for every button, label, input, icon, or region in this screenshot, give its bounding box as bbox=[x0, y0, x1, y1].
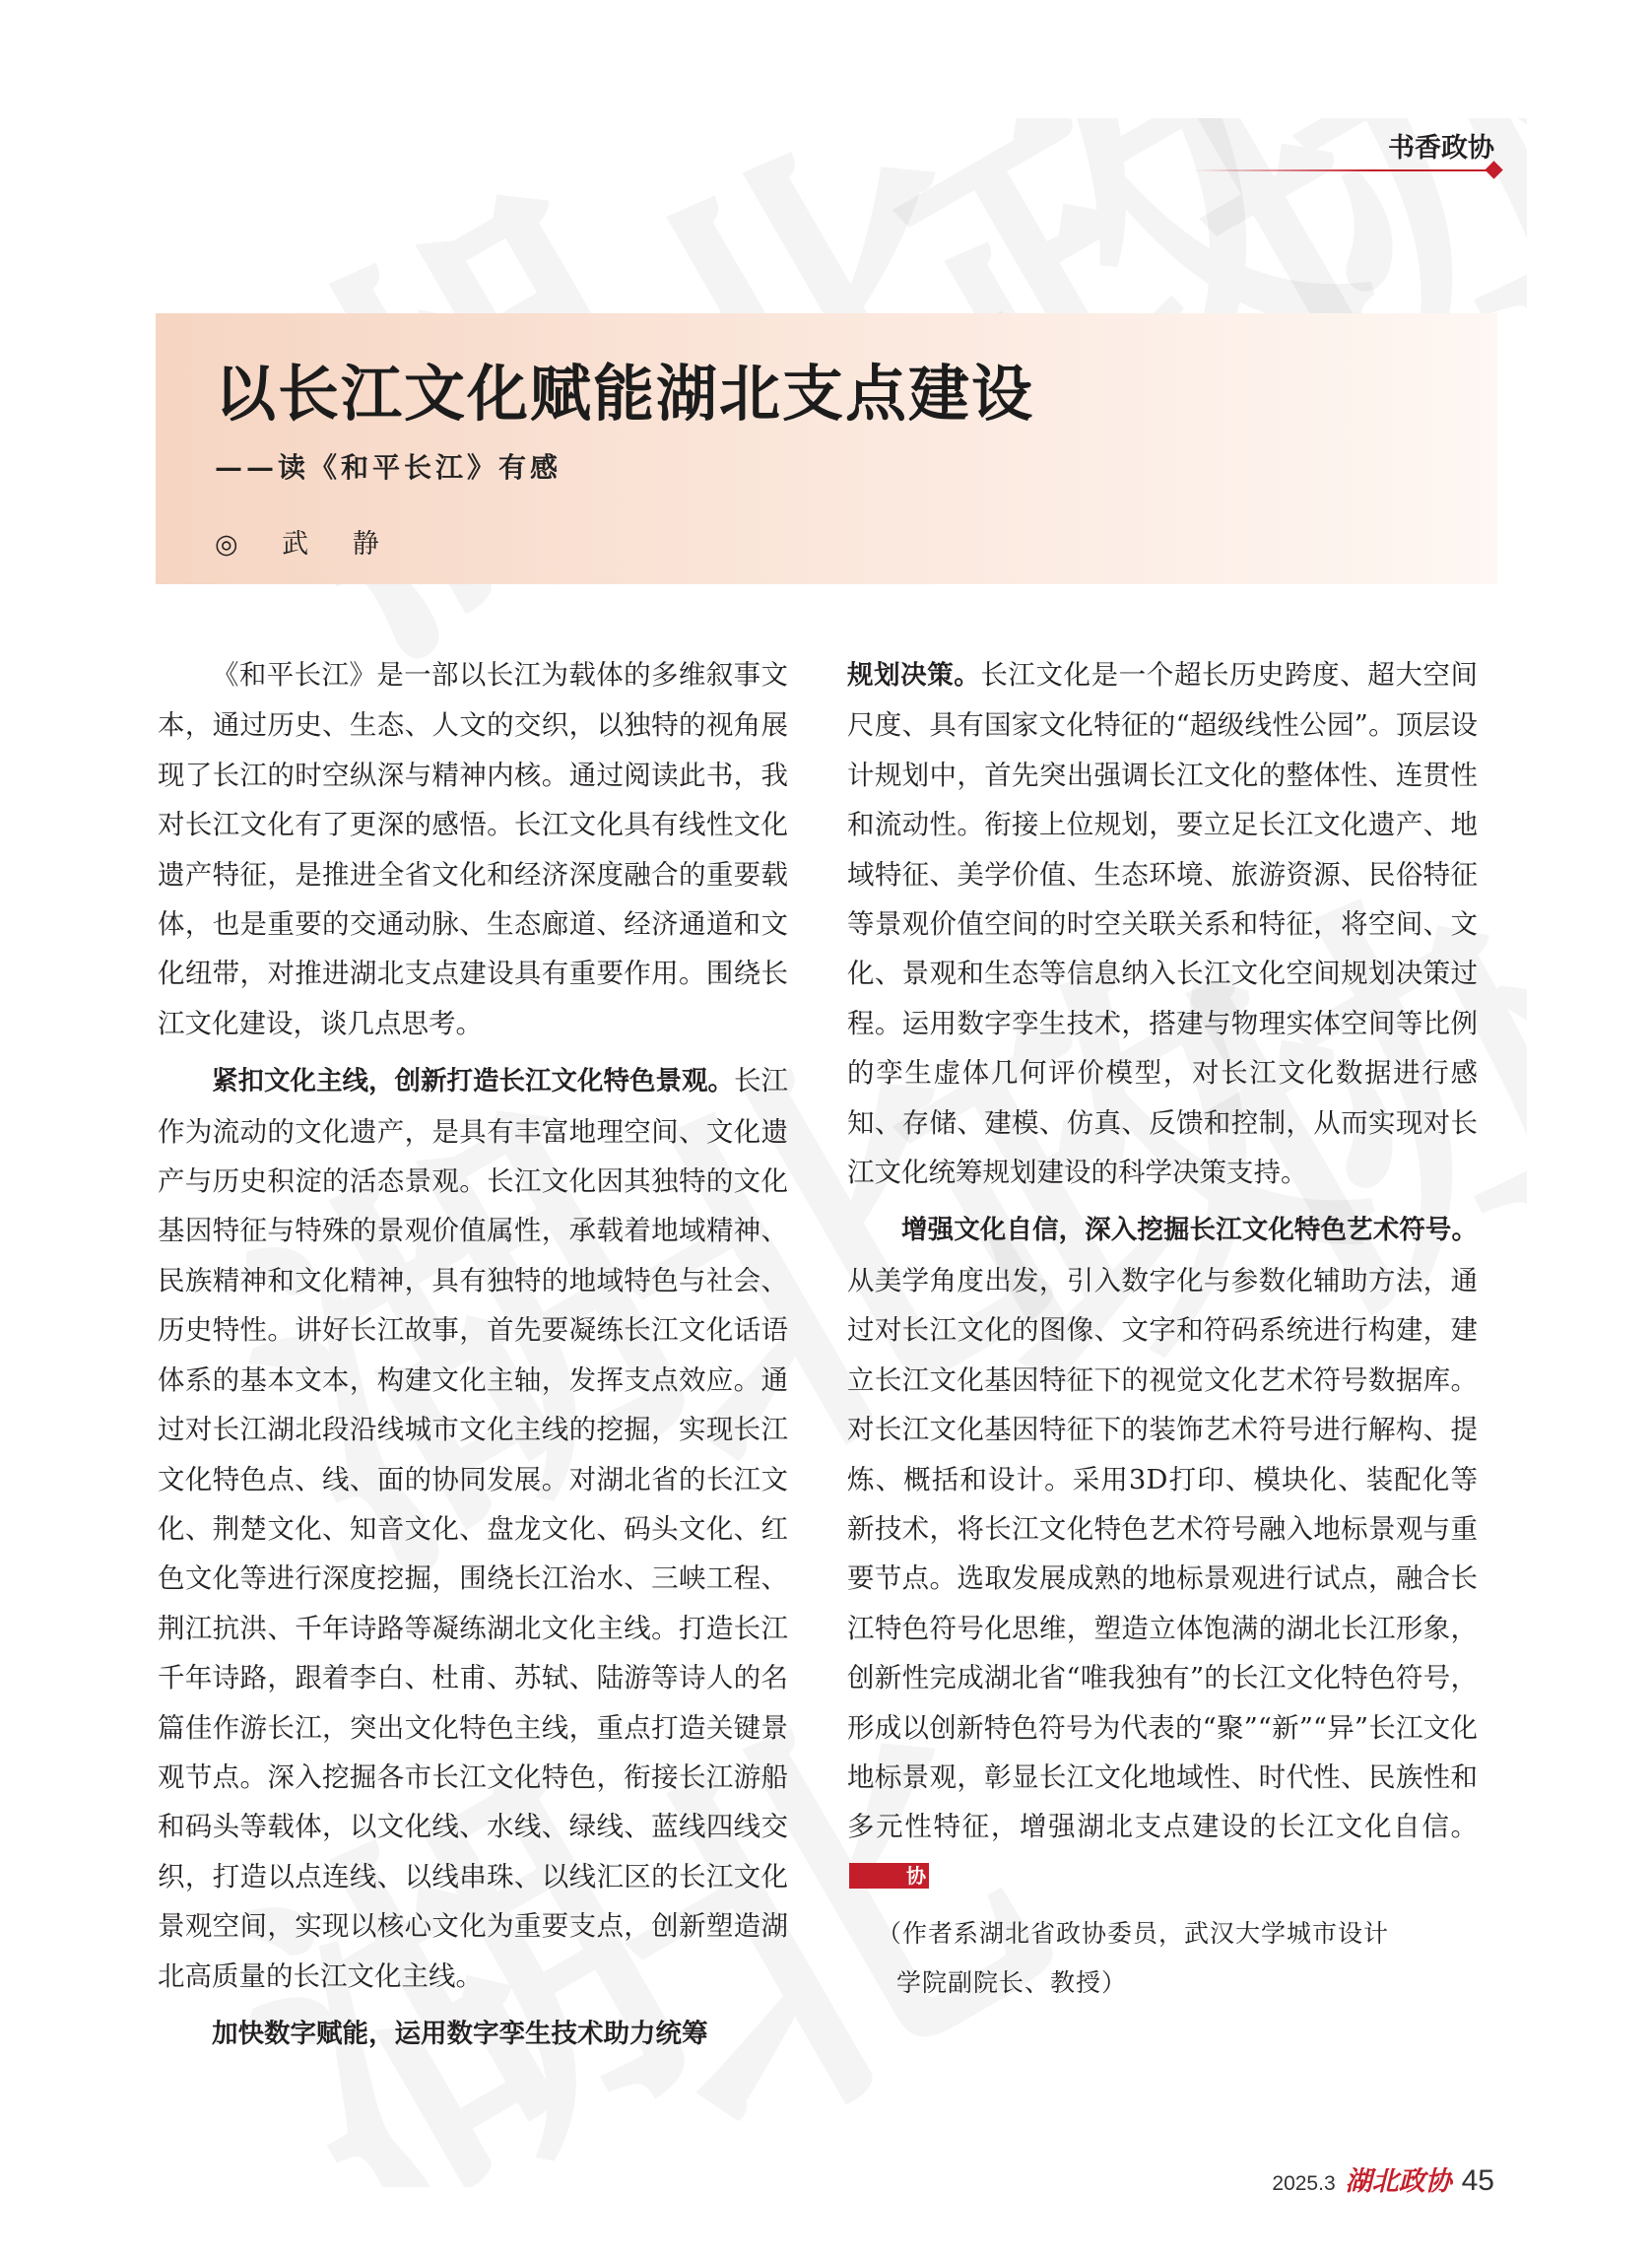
article-title: 以长江文化赋能湖北支点建设 bbox=[215, 358, 1035, 430]
author-note bbox=[847, 1909, 1478, 2008]
page-number: 45 bbox=[1461, 2164, 1494, 2197]
issue-number: 2025.3 bbox=[1272, 2172, 1336, 2195]
paragraph bbox=[158, 650, 788, 1048]
paragraph bbox=[847, 650, 1478, 1197]
end-mark-icon: 协 bbox=[849, 1863, 929, 1889]
paragraph bbox=[158, 2009, 788, 2059]
column-tag: 书香政协 bbox=[1388, 133, 1494, 164]
paragraph bbox=[847, 1205, 1478, 1901]
paragraph-text: 从美学角度出发，引入数字化与参数化辅助方法，通过对长江文化的图像、文字和符码系统进行构建，建立长江文化基因特征下的视觉文化艺术符号数据库。对长江文化基因特征下的装饰艺术符号进行解构、提炼、概括和设计。采用3D打印、模块化、装配化等新技术，将长江文化特色艺术符号融入地标景观与重要节点。选取发展成熟的地标景观进行试点，融合长江特色符号化思维，塑造立体饱满的湖北长江形象，创新性完成湖北省“唯我独有”的长江文化特色符号，形成以创新特色符号为代表的“聚”“新”“异”长江文化地标景观，彰显长江文化地域性、时代性、民族性和多元性特征，增强湖北支点建设的长江文化自信。 bbox=[847, 1264, 1478, 1843]
header-divider bbox=[1192, 169, 1492, 171]
paragraph-lead: 增强文化自信，深入挖掘长江文化特色艺术符号。 bbox=[901, 1215, 1478, 1246]
right-column bbox=[847, 650, 1478, 2008]
paragraph-lead: 加快数字赋能，运用数字孪生技术助力统筹 bbox=[212, 2018, 708, 2049]
paragraph bbox=[158, 1056, 788, 2001]
paragraph-lead: 紧扣文化主线，创新打造长江文化特色景观。 bbox=[212, 1066, 734, 1097]
article-author: ◎ 武 静 bbox=[215, 529, 397, 560]
article-subtitle: ——读《和平长江》有感 bbox=[215, 451, 562, 484]
page-footer bbox=[1272, 2159, 1494, 2198]
left-column bbox=[158, 650, 788, 2059]
paragraph-lead: 规划决策。 bbox=[847, 660, 981, 691]
magazine-name: 湖北政协 bbox=[1345, 2166, 1452, 2197]
paragraph-text: 《和平长江》是一部以长江为载体的多维叙事文本，通过历史、生态、人文的交织，以独特的视角展现了长江的时空纵深与精神内核。通过阅读此书，我对长江文化有了更深的感悟。长江文化具有线性文化遗产特征，是推进全省文化和经济深度融合的重要载体，也是重要的交通动脉、生态廊道、经济通道和文化纽带，对推进湖北支点建设具有重要作用。围绕长江文化建设，谈几点思考。 bbox=[158, 659, 788, 1039]
paragraph-text: 长江文化是一个超长历史跨度、超大空间尺度、具有国家文化特征的“超级线性公园”。顶层设计规划中，首先突出强调长江文化的整体性、连贯性和流动性。衔接上位规划，要立足长江文化遗产、地域特征、美学价值、生态环境、旅游资源、民俗特征等景观价值空间的时空关联关系和特征，将空间、文化、景观和生态等信息纳入长江文化空间规划决策过程。运用数字孪生技术，搭建与物理实体空间等比例的孪生虚体几何评价模型，对长江文化数据进行感知、存储、建模、仿真、反馈和控制，从而实现对长江文化统筹规划建设的科学决策支持。 bbox=[847, 659, 1479, 1189]
author-note-line: （作者系湖北省政协委员，武汉大学城市设计 bbox=[877, 1919, 1390, 1949]
paragraph-text: 长江作为流动的文化遗产，是具有丰富地理空间、文化遗产与历史积淀的活态景观。长江文化因其独特的文化基因特征与特殊的景观价值属性，承载着地域精神、民族精神和文化精神，具有独特的地域特色与社会、历史特性。讲好长江故事，首先要凝练长江文化话语体系的基本文本，构建文化主轴，发挥支点效应。通过对长江湖北段沿线城市文化主线的挖掘，实现长江文化特色点、线、面的协同发展。对湖北省的长江文化、荆楚文化、知音文化、盘龙文化、码头文化、红色文化等进行深度挖掘，围绕长江治水、三峡工程、荆江抗洪、千年诗路等凝练湖北文化主线。打造长江千年诗路，跟着李白、杜甫、苏轼、陆游等诗人的名篇佳作游长江，突出文化特色主线，重点打造关键景观节点。深入挖掘各市长江文化特色，衔接长江游船和码头等载体，以文化线、水线、绿线、蓝线四线交织，打造以点连线、以线串珠、以线汇区的长江文化景观空间，实现以核心文化为重要支点，创新塑造湖北高质量的长江文化主线。 bbox=[158, 1065, 788, 1992]
author-note-line: 学院副院长、教授） bbox=[896, 1968, 1128, 1998]
